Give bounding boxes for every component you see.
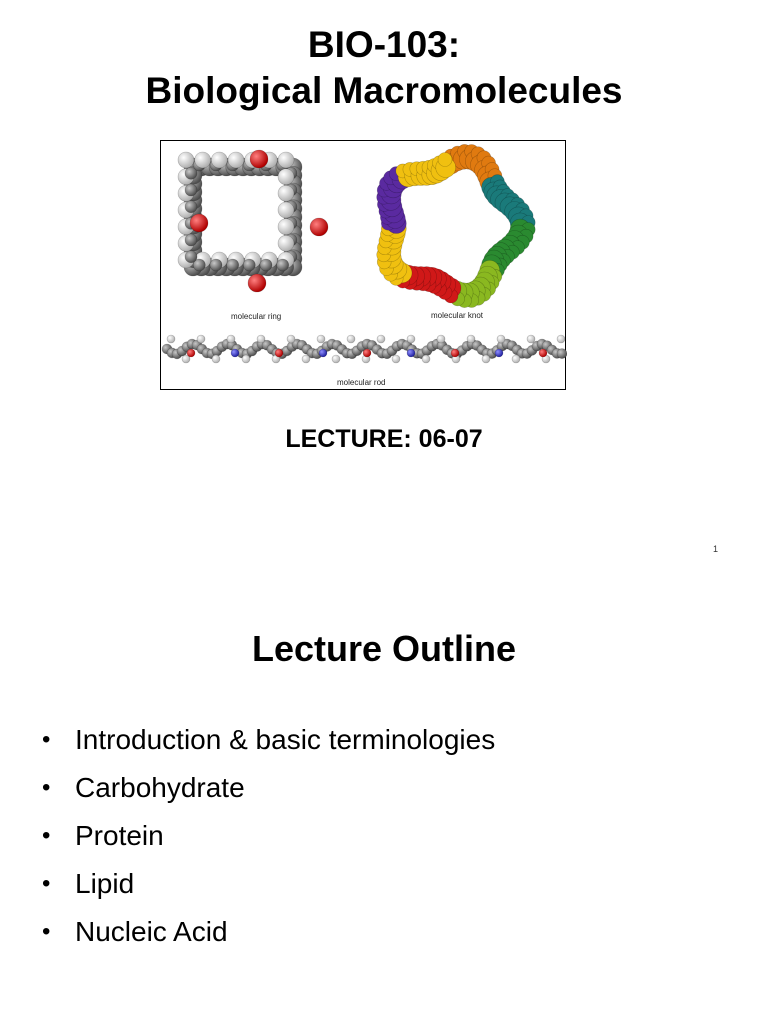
label-molecular-ring: molecular ring	[231, 312, 282, 321]
molecular-ring-model	[178, 150, 328, 292]
hydrogen-atom	[278, 185, 294, 201]
hydrogen-atom	[557, 335, 565, 343]
bullet-icon: •	[42, 726, 51, 753]
hydrogen-atom	[437, 335, 445, 343]
oxygen-atom	[310, 218, 328, 236]
bullet-icon: •	[42, 918, 51, 945]
page-number: 1	[713, 544, 719, 554]
oxygen-atom	[363, 349, 371, 357]
molecular-rod-model	[162, 335, 567, 363]
molecule-illustration	[161, 141, 567, 391]
carbon-atom	[277, 259, 289, 271]
knot-segment-atom	[438, 153, 452, 167]
list-item	[42, 860, 495, 908]
bullet-icon: •	[42, 822, 51, 849]
label-molecular-rod: molecular rod	[337, 378, 386, 387]
carbon-atom	[557, 349, 567, 359]
title-line-subject: Biological Macromolecules	[145, 70, 623, 111]
molecular-structures-figure	[160, 140, 566, 390]
hydrogen-atom	[278, 202, 294, 218]
carbon-atom	[243, 259, 255, 271]
hydrogen-atom	[195, 152, 211, 168]
carbon-atom	[185, 234, 197, 246]
slide-title	[0, 22, 768, 114]
oxygen-atom	[250, 150, 268, 168]
hydrogen-atom	[422, 355, 430, 363]
hydrogen-atom	[167, 335, 175, 343]
oxygen-atom	[539, 349, 547, 357]
carbon-atom	[260, 259, 272, 271]
carbon-atom	[185, 251, 197, 263]
hydrogen-atom	[302, 355, 310, 363]
hydrogen-atom	[347, 335, 355, 343]
hydrogen-atom	[197, 335, 205, 343]
nitrogen-atom	[231, 349, 239, 357]
list-item-text: Introduction & basic terminologies	[75, 724, 496, 755]
list-item	[42, 812, 495, 860]
hydrogen-atom	[512, 355, 520, 363]
hydrogen-atom	[278, 152, 294, 168]
label-molecular-knot: molecular knot	[431, 311, 484, 320]
list-item	[42, 716, 495, 764]
hydrogen-atom	[287, 335, 295, 343]
carbon-atom	[185, 184, 197, 196]
hydrogen-atom	[407, 335, 415, 343]
hydrogen-atom	[317, 335, 325, 343]
bullet-icon: •	[42, 774, 51, 801]
bullet-icon: •	[42, 870, 51, 897]
carbon-atom	[227, 259, 239, 271]
oxygen-atom	[187, 349, 195, 357]
hydrogen-atom	[278, 169, 294, 185]
hydrogen-atom	[257, 335, 265, 343]
slide-title: Lecture Outline	[251, 628, 517, 669]
nitrogen-atom	[407, 349, 415, 357]
lecture-number: LECTURE: 06-07	[285, 425, 483, 453]
hydrogen-atom	[497, 335, 505, 343]
list-item-text: Nucleic Acid	[75, 916, 228, 947]
carbon-atom	[185, 167, 197, 179]
oxygen-atom	[190, 214, 208, 232]
hydrogen-atom	[228, 152, 244, 168]
hydrogen-atom	[242, 355, 250, 363]
hydrogen-atom	[482, 355, 490, 363]
nitrogen-atom	[319, 349, 327, 357]
hydrogen-atom	[211, 152, 227, 168]
hydrogen-atom	[278, 219, 294, 235]
molecular-knot-model	[377, 144, 536, 307]
list-item	[42, 908, 495, 956]
oxygen-atom	[248, 274, 266, 292]
hydrogen-atom	[332, 355, 340, 363]
list-item-text: Protein	[75, 820, 164, 851]
hydrogen-atom	[377, 335, 385, 343]
hydrogen-atom	[227, 335, 235, 343]
hydrogen-atom	[527, 335, 535, 343]
list-item-text: Carbohydrate	[75, 772, 245, 803]
hydrogen-atom	[212, 355, 220, 363]
hydrogen-atom	[392, 355, 400, 363]
oxygen-atom	[275, 349, 283, 357]
oxygen-atom	[451, 349, 459, 357]
hydrogen-atom	[467, 335, 475, 343]
hydrogen-atom	[278, 235, 294, 251]
nitrogen-atom	[495, 349, 503, 357]
list-item-text: Lipid	[75, 868, 135, 899]
list-item	[42, 764, 495, 812]
carbon-atom	[210, 259, 222, 271]
slide-2	[0, 576, 768, 1024]
title-line-course: BIO-103:	[307, 24, 461, 65]
outline-list	[42, 716, 495, 956]
carbon-atom	[185, 201, 197, 213]
hydrogen-atom	[178, 152, 194, 168]
